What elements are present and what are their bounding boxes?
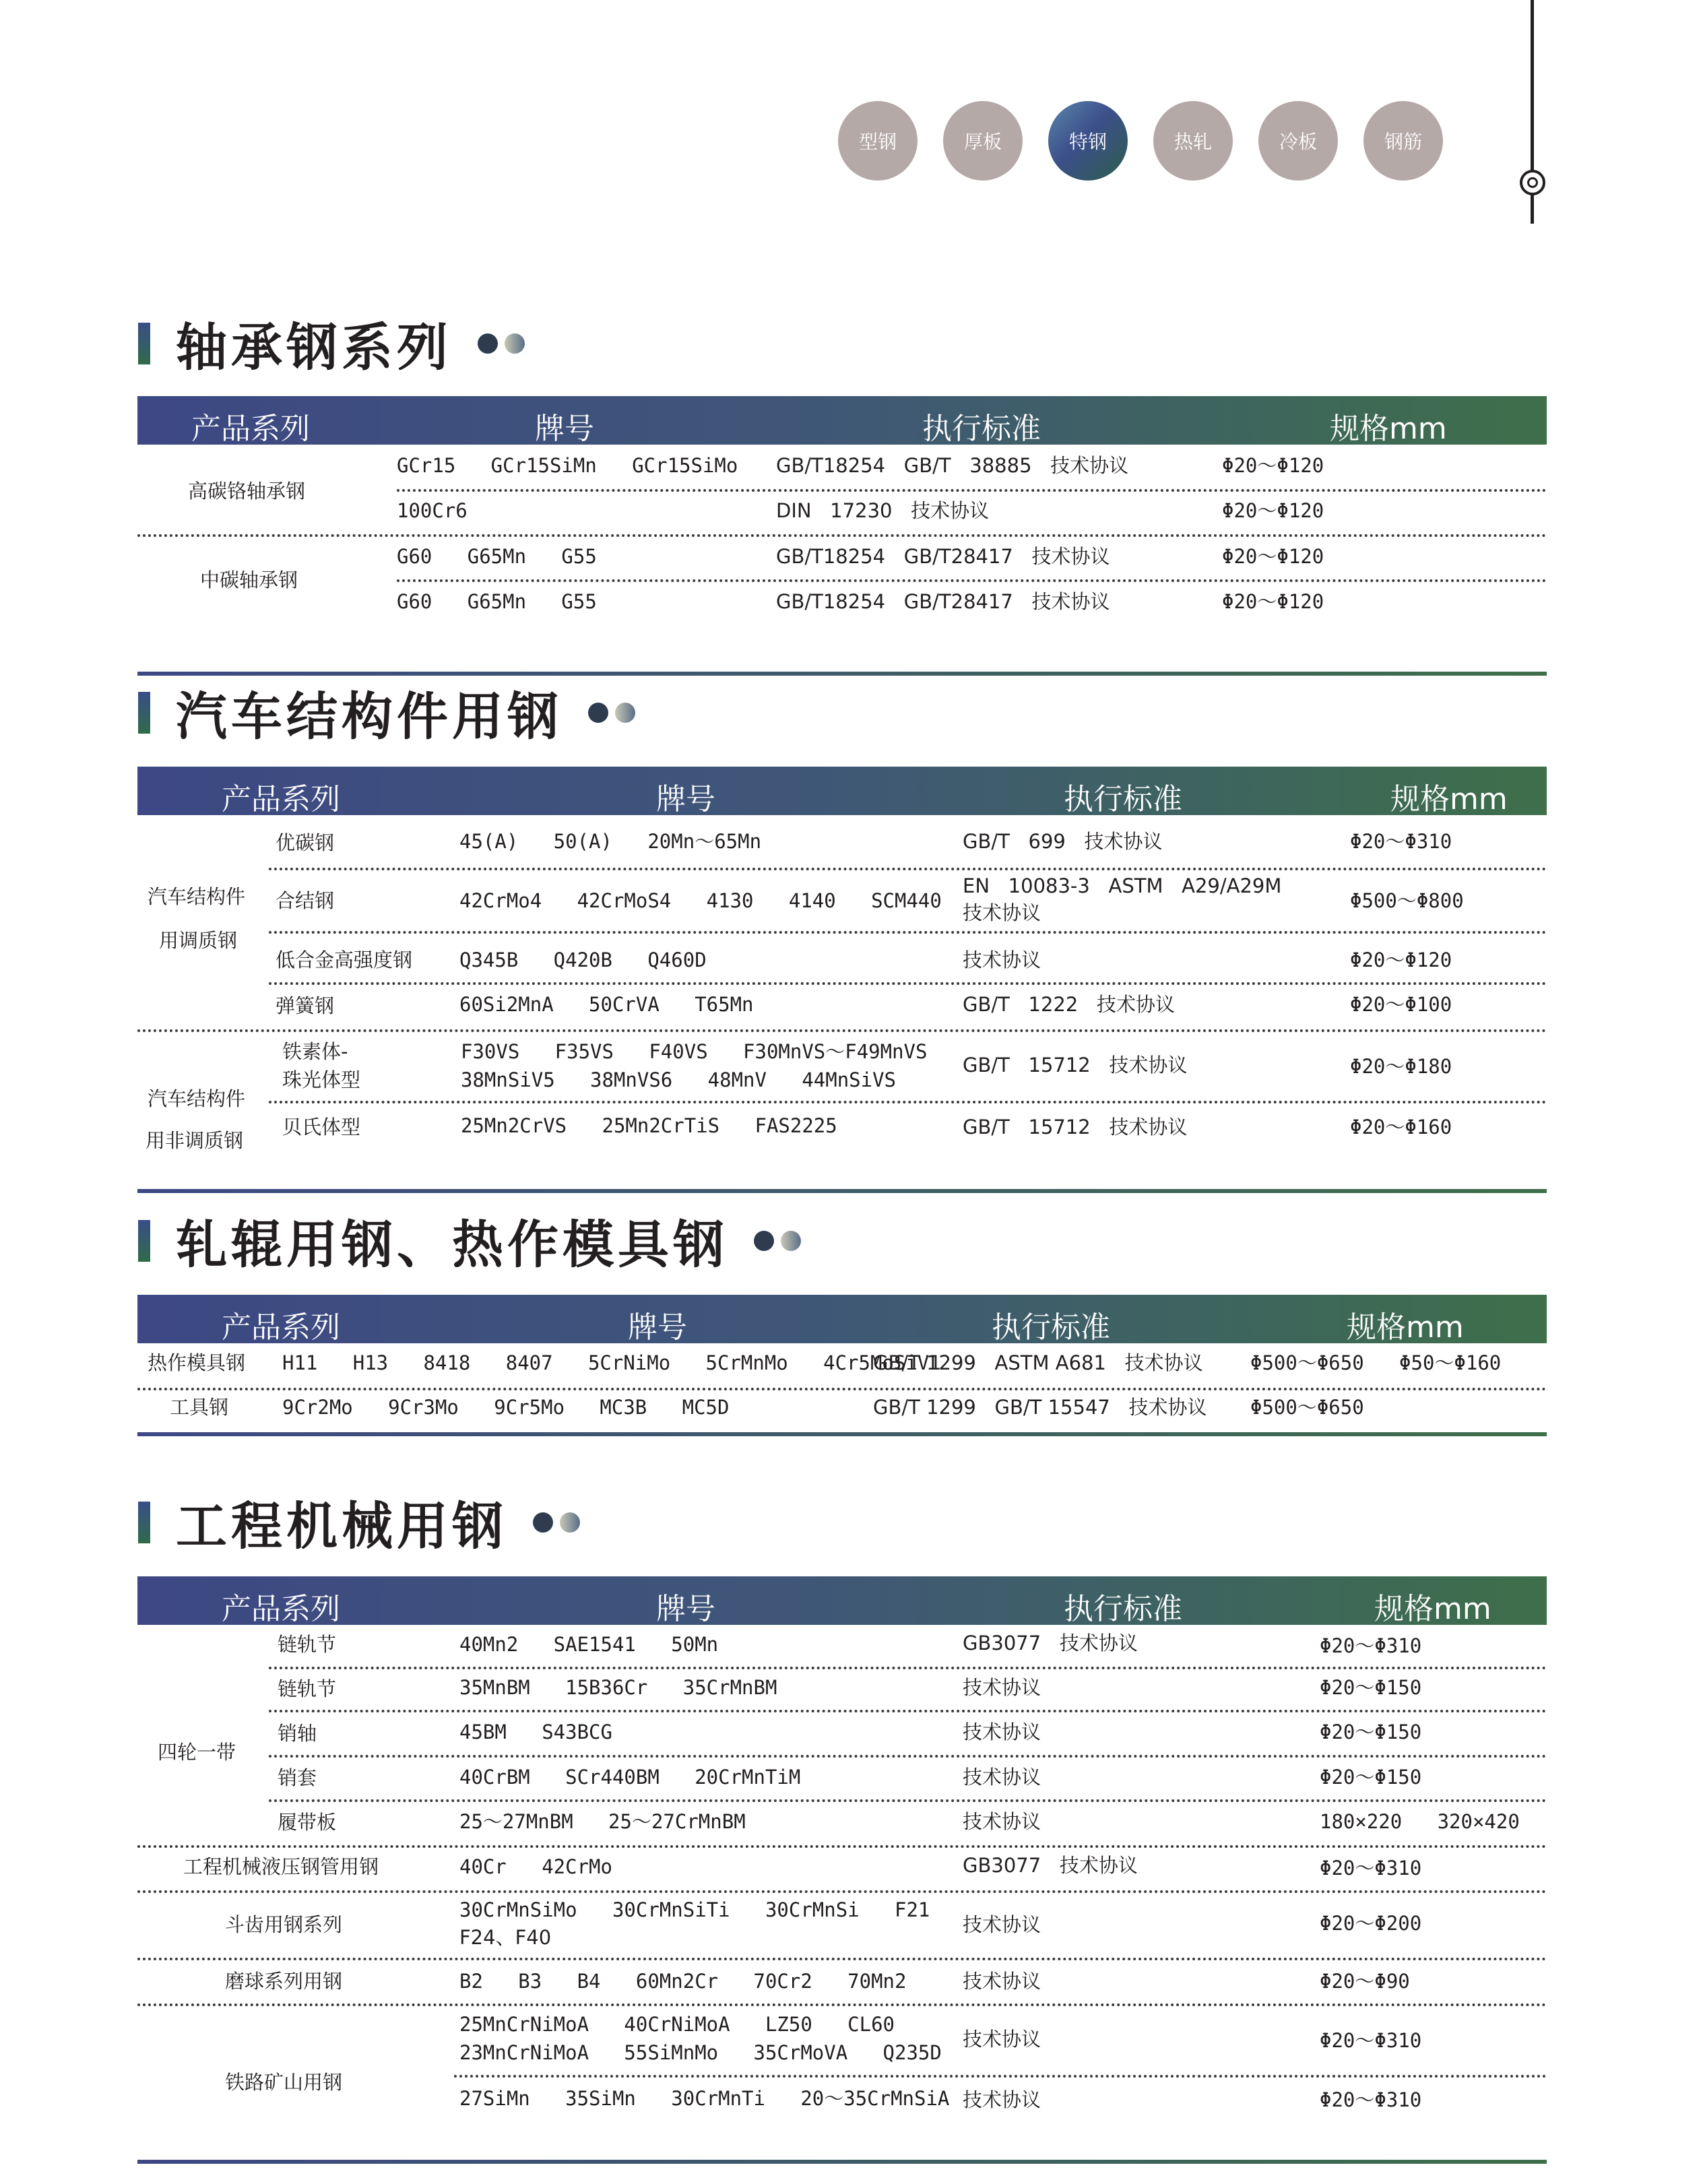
- row-divider: [269, 868, 1547, 870]
- row-divider: [269, 1667, 1547, 1669]
- row-divider: [137, 1388, 1547, 1390]
- grade-cell-line2: 38MnSiV5 38MnVS6 48MnV 44MnSiVS: [461, 1068, 897, 1091]
- nav-item-hot-rolled[interactable]: 热轧: [1153, 101, 1233, 181]
- header-series: 产品系列: [222, 1592, 340, 1626]
- standard-cell: GB/T 1299 GB/T 15547 技术协议: [873, 1396, 1207, 1419]
- section-title-text: 轧辊用钢、热作模具钢: [176, 1215, 728, 1275]
- header-grade: 牌号: [628, 1310, 687, 1345]
- subcategory-cell: 链轨节: [278, 1677, 337, 1700]
- series-cell: 热作模具钢: [148, 1351, 246, 1374]
- spec-cell: Φ20～Φ120: [1350, 949, 1452, 971]
- standard-cell: GB3077 技术协议: [963, 1632, 1138, 1655]
- spec-cell: Φ500～Φ800: [1350, 889, 1464, 912]
- spec-cell: Φ20～Φ200: [1320, 1912, 1422, 1935]
- row-divider: [137, 534, 1547, 537]
- row-divider: [137, 1029, 1547, 1032]
- standard-cell: GB/T 15712 技术协议: [963, 1116, 1188, 1138]
- group-label: 四轮一带: [158, 1741, 236, 1764]
- grade-cell: 9Cr2Mo 9Cr3Mo 9Cr5Mo MC3B MC5D: [282, 1396, 730, 1419]
- target-circle-icon: [1520, 170, 1545, 195]
- grade-cell: G60 G65Mn G55: [397, 545, 597, 568]
- spec-cell: Φ20～Φ150: [1320, 1676, 1422, 1699]
- subcategory-cell: 销轴: [278, 1722, 317, 1745]
- nav-item-cold-plate[interactable]: 冷板: [1258, 101, 1338, 181]
- spec-cell: Φ20～Φ120: [1222, 499, 1324, 522]
- grade-cell: 100Cr6: [397, 499, 468, 522]
- row-divider: [269, 1101, 1547, 1103]
- header-standard: 执行标准: [1064, 782, 1182, 816]
- grade-cell: 27SiMn 35SiMn 30CrMnTi 20～35CrMnSiA: [459, 2087, 950, 2110]
- standard-cell: GB/T 1222 技术协议: [963, 993, 1175, 1016]
- nav-item-special-steel[interactable]: 特钢: [1048, 101, 1128, 181]
- table-bottom-rule: [137, 2160, 1547, 2164]
- standard-cell: 技术协议: [963, 1766, 1041, 1789]
- spec-cell: Φ500～Φ650 Φ50～Φ160: [1250, 1351, 1502, 1374]
- row-divider: [269, 1710, 1547, 1712]
- grade-cell-line2: 23MnCrNiMoA 55SiMnMo 35CrMoVA Q235D: [459, 2041, 942, 2064]
- bearing-steel-table: [137, 396, 1547, 674]
- row-divider: [397, 579, 1547, 582]
- subcategory-cell: 铁素体-: [282, 1040, 348, 1063]
- subcategory-cell: 弹簧钢: [276, 994, 335, 1017]
- spec-cell: Φ20～Φ160: [1350, 1116, 1452, 1138]
- spec-cell: 180×220 320×420: [1320, 1810, 1520, 1833]
- table-body: [137, 445, 1547, 674]
- spec-cell: Φ20～Φ150: [1320, 1766, 1422, 1789]
- series-cell: 工程机械液压钢管用钢: [183, 1855, 379, 1878]
- automotive-steel-table: [137, 767, 1547, 1192]
- section-title-roll-die-steel: [138, 1204, 808, 1277]
- section-title-bar: [138, 1220, 150, 1262]
- row-divider: [137, 2003, 1547, 2006]
- grade-cell: 35MnBM 15B36Cr 35CrMnBM: [459, 1676, 777, 1699]
- subcategory-cell: 履带板: [278, 1811, 337, 1834]
- row-divider: [137, 1845, 1547, 1848]
- section-title-bar: [138, 1502, 150, 1543]
- group-label: 高碳铬轴承钢: [188, 480, 306, 503]
- nav-item-thick-plate[interactable]: 厚板: [943, 101, 1023, 181]
- series-cell: 磨球系列用钢: [225, 1970, 343, 1993]
- row-divider: [137, 1890, 1547, 1893]
- spec-cell: Φ20～Φ310: [1320, 2029, 1422, 2052]
- standard-cell: 技术协议: [963, 2028, 1041, 2051]
- grade-cell: 25Mn2CrVS 25Mn2CrTiS FAS2225: [461, 1114, 837, 1137]
- grade-cell: 40Cr 42CrMo: [459, 1855, 612, 1878]
- row-divider: [454, 2075, 1547, 2078]
- spec-cell: Φ20～Φ310: [1320, 1857, 1422, 1880]
- grade-cell-line2: F24、F40: [459, 1926, 552, 1949]
- standard-cell: GB/T18254 GB/T28417 技术协议: [776, 590, 1110, 613]
- standard-cell: 技术协议: [963, 1721, 1041, 1743]
- spec-cell: Φ20～Φ150: [1320, 1721, 1422, 1743]
- row-divider: [269, 1799, 1547, 1802]
- header-standard: 执行标准: [1064, 1592, 1182, 1626]
- construction-machinery-steel-table: [137, 1576, 1547, 2184]
- series-cell: 斗齿用钢系列: [225, 1913, 343, 1936]
- spec-cell: Φ20～Φ120: [1222, 545, 1324, 568]
- roll-die-steel-table: [137, 1295, 1547, 1482]
- section-title-text: 工程机械用钢: [176, 1496, 507, 1556]
- section-title-bar: [138, 323, 150, 364]
- header-grade: 牌号: [535, 412, 594, 446]
- grade-cell: 25～27MnBM 25～27CrMnBM: [459, 1810, 746, 1833]
- row-divider: [269, 931, 1547, 934]
- group-label: 汽车结构件: [148, 885, 246, 908]
- header-grade: 牌号: [656, 782, 715, 816]
- table-bottom-rule: [137, 1189, 1547, 1193]
- standard-cell: GB/T 1299 ASTM A681 技术协议: [873, 1351, 1203, 1374]
- standard-cell: GB/T18254 GB/T 38885 技术协议: [776, 454, 1129, 477]
- grade-cell: H11 H13 8418 8407 5CrNiMo 5CrMnMo 4Cr5MoSiV1: [282, 1351, 941, 1374]
- standard-cell: 技术协议: [963, 2088, 1041, 2111]
- row-divider: [397, 489, 1547, 492]
- header-spec: 规格mm: [1330, 412, 1447, 446]
- spec-cell: Φ20～Φ310: [1320, 1634, 1422, 1657]
- grade-cell: G60 G65Mn G55: [397, 590, 597, 613]
- spec-cell: Φ20～Φ100: [1350, 993, 1452, 1016]
- subcategory-cell: 合结钢: [276, 889, 335, 912]
- grade-cell: 45(A) 50(A) 20Mn～65Mn: [459, 830, 762, 853]
- section-title-bar: [138, 692, 150, 734]
- title-dots-icon: [533, 1512, 587, 1533]
- grade-cell: Q345B Q420B Q460D: [459, 949, 707, 971]
- section-title-automotive-steel: [138, 676, 642, 749]
- grade-cell: 30CrMnSiMo 30CrMnSiTi 30CrMnSi F21: [459, 1898, 930, 1921]
- series-cell: 铁路矿山用钢: [225, 2071, 343, 2094]
- standard-cell: 技术协议: [963, 1913, 1041, 1936]
- grade-cell: 25MnCrNiMoA 40CrNiMoA LZ50 CL60: [459, 2013, 895, 2036]
- standard-cell: GB/T 699 技术协议: [963, 830, 1163, 853]
- group-label: 用调质钢: [159, 929, 238, 952]
- grade-cell: 42CrMo4 42CrMoS4 4130 4140 SCM440: [459, 889, 942, 912]
- table-header: [137, 767, 1547, 815]
- spec-cell: Φ20～Φ120: [1222, 590, 1324, 613]
- standard-cell: DIN 17230 技术协议: [776, 499, 990, 522]
- header-series: 产品系列: [222, 782, 340, 816]
- subcategory-cell-line2: 珠光体型: [282, 1068, 361, 1091]
- grade-cell: F30VS F35VS F40VS F30MnVS～F49MnVS: [461, 1040, 928, 1063]
- group-label: 汽车结构件: [148, 1087, 246, 1110]
- grade-cell: 40CrBM SCr440BM 20CrMnTiM: [459, 1766, 801, 1789]
- subcategory-cell: 优碳钢: [276, 831, 335, 854]
- section-title-construction-machinery-steel: [138, 1485, 587, 1559]
- standard-cell: EN 10083-3 ASTM A29/A29M: [963, 874, 1282, 897]
- standard-cell-line2: 技术协议: [963, 901, 1041, 924]
- row-divider: [269, 1755, 1547, 1758]
- grade-cell: 40Mn2 SAE1541 50Mn: [459, 1633, 719, 1656]
- group-label: 用非调质钢: [146, 1129, 244, 1152]
- standard-cell: GB/T 15712 技术协议: [963, 1054, 1188, 1077]
- subcategory-cell: 销套: [278, 1766, 317, 1789]
- series-cell: 工具钢: [170, 1396, 229, 1419]
- header-grade: 牌号: [656, 1592, 715, 1626]
- row-divider: [269, 982, 1547, 985]
- group-label: 中碳轴承钢: [200, 569, 298, 591]
- spec-cell: Φ20～Φ310: [1320, 2088, 1422, 2111]
- title-dots-icon: [754, 1231, 808, 1251]
- table-body: [137, 1343, 1547, 1482]
- standard-cell: 技术协议: [963, 1810, 1041, 1833]
- title-dots-icon: [478, 333, 532, 354]
- section-title-text: 汽车结构件用钢: [176, 686, 563, 746]
- subcategory-cell: 低合金高强度钢: [276, 949, 413, 971]
- spec-cell: Φ20～Φ310: [1350, 830, 1452, 853]
- table-header: [137, 1295, 1547, 1343]
- row-divider: [137, 1958, 1547, 1960]
- standard-cell: 技术协议: [963, 949, 1041, 971]
- grade-cell: GCr15 GCr15SiMn GCr15SiMo: [397, 454, 738, 477]
- spec-cell: Φ20～Φ90: [1320, 1970, 1410, 1993]
- subcategory-cell: 贝氏体型: [282, 1116, 361, 1138]
- spec-cell: Φ20～Φ120: [1222, 454, 1324, 477]
- table-body: [137, 1625, 1547, 2184]
- header-spec: 规格mm: [1347, 1310, 1464, 1345]
- standard-cell: 技术协议: [963, 1970, 1041, 1993]
- table-header: [137, 396, 1547, 445]
- grade-cell: 60Si2MnA 50CrVA T65Mn: [459, 993, 754, 1016]
- category-nav: [838, 101, 1469, 181]
- section-title-text: 轴承钢系列: [176, 317, 452, 377]
- header-spec: 规格mm: [1390, 782, 1508, 816]
- title-dots-icon: [588, 703, 642, 723]
- table-body: [137, 815, 1547, 1192]
- table-header: [137, 1576, 1547, 1625]
- nav-item-rebar[interactable]: 钢筋: [1363, 101, 1443, 181]
- subcategory-cell: 链轨节: [278, 1633, 337, 1656]
- header-standard: 执行标准: [992, 1310, 1110, 1345]
- header-series: 产品系列: [191, 412, 310, 446]
- standard-cell: 技术协议: [963, 1676, 1041, 1699]
- grade-cell: 45BM S43BCG: [459, 1721, 612, 1743]
- spec-cell: Φ20～Φ180: [1350, 1055, 1452, 1078]
- standard-cell: GB3077 技术协议: [963, 1854, 1138, 1877]
- header-standard: 执行标准: [922, 412, 1041, 446]
- spec-cell: Φ500～Φ650: [1250, 1396, 1364, 1419]
- table-bottom-rule: [137, 1432, 1547, 1436]
- header-spec: 规格mm: [1374, 1592, 1491, 1626]
- section-title-bearing-steel: [138, 307, 532, 380]
- nav-item-section-steel[interactable]: 型钢: [838, 101, 918, 181]
- grade-cell: B2 B3 B4 60Mn2Cr 70Cr2 70Mn2: [459, 1970, 907, 1993]
- header-series: 产品系列: [222, 1310, 340, 1345]
- standard-cell: GB/T18254 GB/T28417 技术协议: [776, 545, 1110, 568]
